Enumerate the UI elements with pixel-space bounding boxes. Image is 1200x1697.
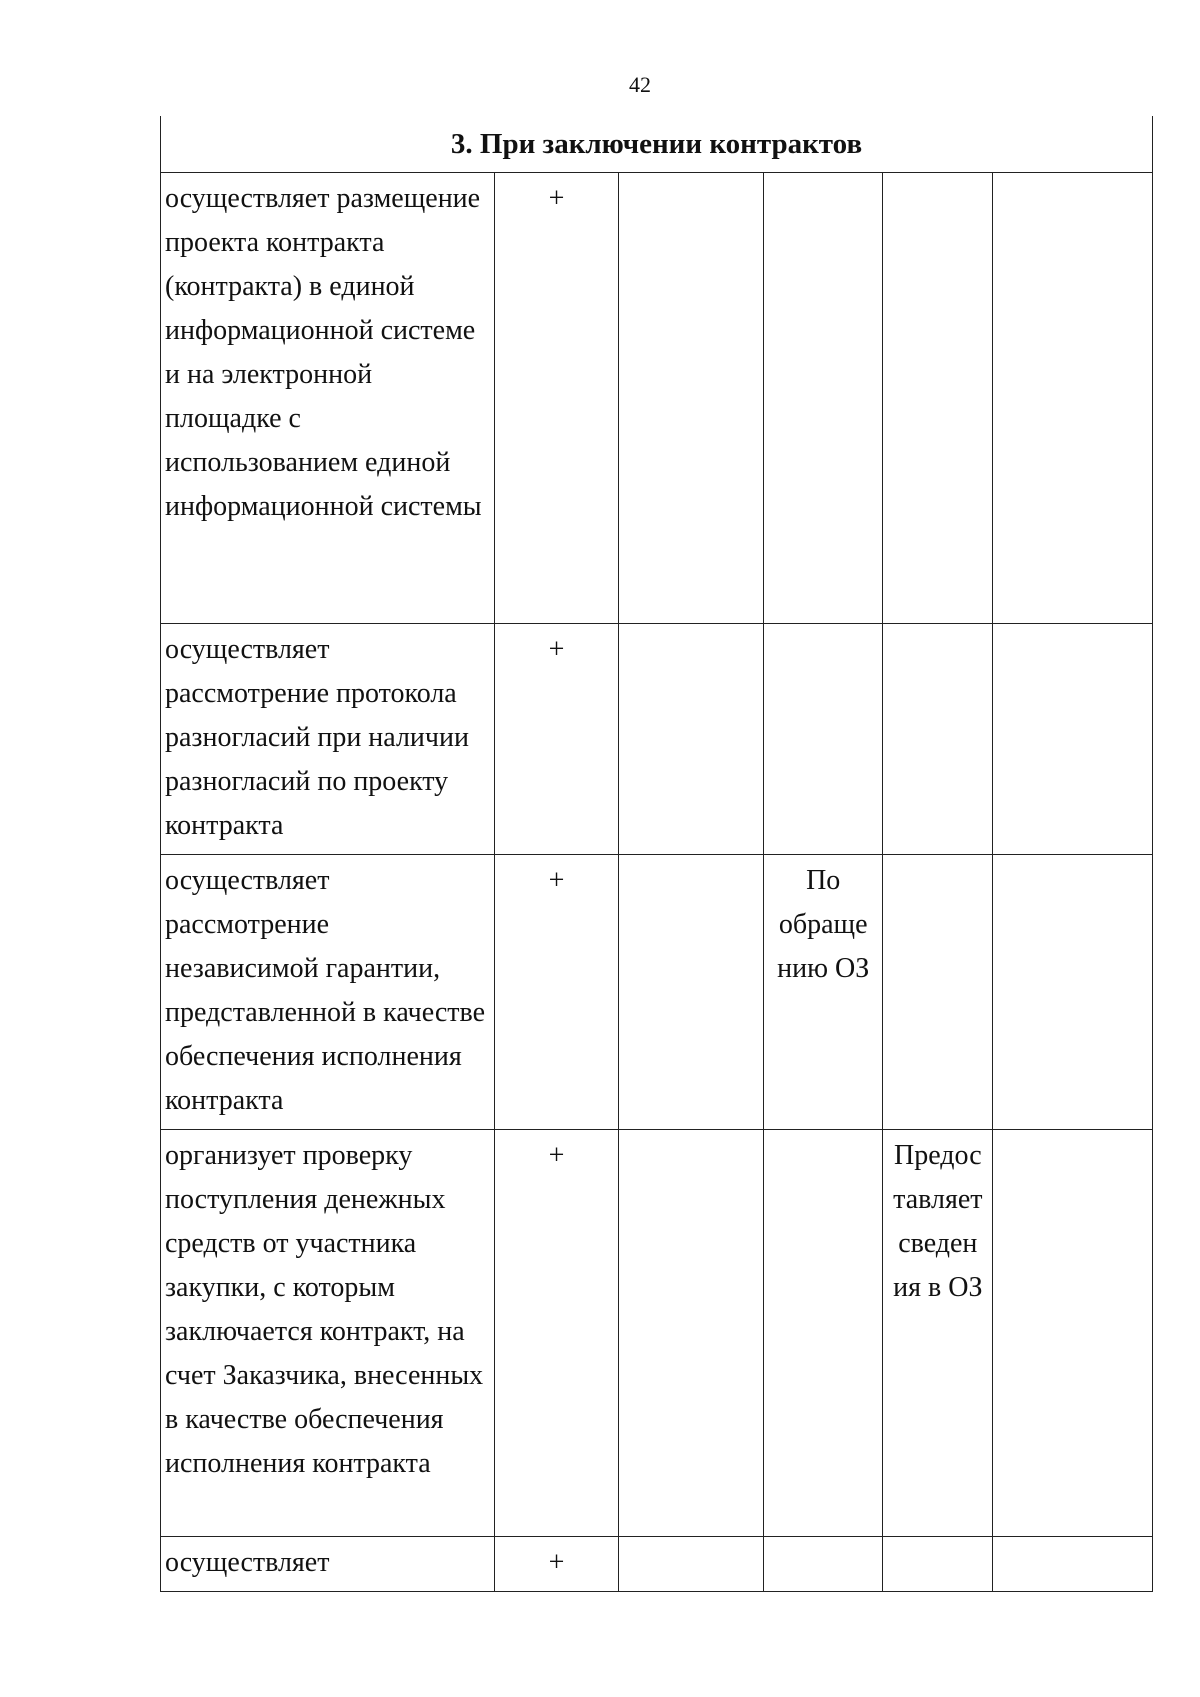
table-row [161, 1537, 1153, 1592]
table-row [161, 855, 1153, 1130]
row-note-provides-info: Предос тавляет сведен ия в ОЗ [883, 1130, 993, 1537]
row-description: осуществляет рассмотрение протокола разногласий при наличии разногласий по проекту контракта [161, 624, 495, 855]
row-mark: + [494, 173, 619, 624]
row-cell-3 [619, 1537, 763, 1592]
responsibility-table [160, 116, 1153, 1592]
row-note-on-request: По обраще нию ОЗ [763, 855, 883, 1130]
row-cell-4 [763, 1130, 883, 1537]
row-mark: + [494, 1130, 619, 1537]
row-cell-3 [619, 855, 763, 1130]
table-row [161, 173, 1153, 624]
row-cell-3 [619, 173, 763, 624]
section-title: 3. При заключении контрактов [161, 116, 1153, 173]
row-cell-6 [993, 855, 1153, 1130]
page-number: 42 [629, 72, 651, 97]
row-cell-4 [763, 624, 883, 855]
row-description: осуществляет размещение проекта контракта (контракта) в единой информационной системе и на электронной площадке с использованием единой информационной системы [161, 173, 495, 624]
section-header-row [161, 116, 1153, 173]
table-row [161, 624, 1153, 855]
row-description: организует проверку поступления денежных средств от участника закупки, с которым заключается контракт, на счет Заказчика, внесенных в качестве обеспечения исполнения контракта [161, 1130, 495, 1537]
row-cell-6 [993, 173, 1153, 624]
row-description: осуществляет рассмотрение независимой гарантии, представленной в качестве обеспечения исполнения контракта [161, 855, 495, 1130]
row-cell-5 [883, 173, 993, 624]
row-mark: + [494, 624, 619, 855]
row-description: осуществляет [161, 1537, 495, 1592]
row-cell-4 [763, 173, 883, 624]
row-cell-6 [993, 624, 1153, 855]
row-mark: + [494, 855, 619, 1130]
row-cell-5 [883, 624, 993, 855]
row-cell-5 [883, 855, 993, 1130]
row-cell-3 [619, 1130, 763, 1537]
row-cell-4 [763, 1537, 883, 1592]
row-mark: + [494, 1537, 619, 1592]
row-cell-6 [993, 1130, 1153, 1537]
row-cell-5 [883, 1537, 993, 1592]
row-cell-3 [619, 624, 763, 855]
row-cell-6 [993, 1537, 1153, 1592]
table-row [161, 1130, 1153, 1537]
